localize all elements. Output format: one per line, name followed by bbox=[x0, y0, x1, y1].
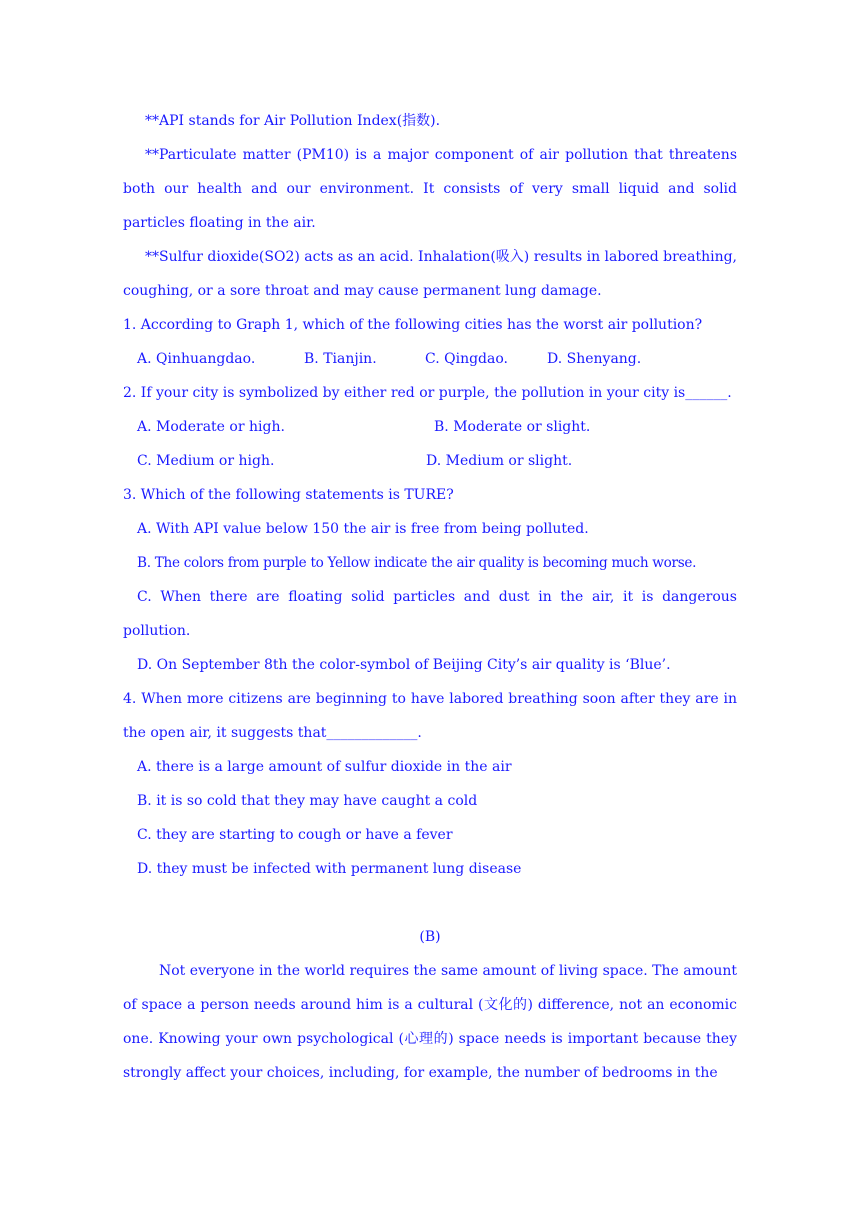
q1-option-c: C. Qingdao. bbox=[425, 351, 508, 367]
q4-option-c: C. they are starting to cough or have a fever bbox=[137, 827, 453, 843]
question-3-stem: 3. Which of the following statements is TURE? bbox=[123, 487, 454, 503]
q3-option-a: A. With API value below 150 the air is free from being polluted. bbox=[137, 521, 589, 537]
q1-option-b: B. Tianjin. bbox=[304, 351, 377, 367]
q3-option-d: D. On September 8th the color-symbol of Beijing City’s air quality is ‘Blue’. bbox=[137, 657, 671, 673]
q2-option-a: A. Moderate or high. bbox=[137, 419, 285, 435]
question-1-options bbox=[123, 342, 737, 376]
q4-option-d: D. they must be infected with permanent lung disease bbox=[137, 861, 522, 877]
q4-option-b: B. it is so cold that they may have caught a cold bbox=[137, 793, 478, 809]
q3-option-b: B. The colors from purple to Yellow indicate the air quality is becoming much worse. bbox=[137, 555, 697, 571]
q3-option-c: C. When there are floating solid particles and dust in the air, it is dangerous pollution. bbox=[123, 589, 737, 639]
q1-option-a: A. Qinhuangdao. bbox=[137, 351, 256, 367]
note-particulate-matter: **Particulate matter (PM10) is a major component of air pollution that threatens both our health and our environment. It consists of very small liquid and solid particles floating in the air. bbox=[123, 147, 737, 231]
section-b-paragraph: Not everyone in the world requires the same amount of living space. The amount of space a person needs around him is a cultural (文化的) difference, not an economic one. Knowing your own psychological (心理的) space needs is important because they strongly affect your choices, including, for example, the number of bedrooms in the bbox=[123, 963, 737, 1081]
question-2-options-ab bbox=[123, 410, 737, 444]
question-2-stem: 2. If your city is symbolized by either red or purple, the pollution in your city is______. bbox=[123, 385, 732, 401]
q1-option-d: D. Shenyang. bbox=[547, 351, 642, 367]
section-b-heading: (B) bbox=[419, 929, 441, 945]
q2-option-b: B. Moderate or slight. bbox=[434, 419, 591, 435]
question-2-options-cd bbox=[123, 444, 737, 478]
q4-option-a: A. there is a large amount of sulfur dioxide in the air bbox=[137, 759, 512, 775]
document-page bbox=[123, 104, 737, 1090]
section-spacer bbox=[123, 886, 737, 920]
note-sulfur-dioxide: **Sulfur dioxide(SO2) acts as an acid. Inhalation(吸入) results in labored breathing, coughing, or a sore throat and may cause permanent lung damage. bbox=[123, 249, 737, 299]
q2-option-d: D. Medium or slight. bbox=[426, 453, 573, 469]
question-1-stem: 1. According to Graph 1, which of the following cities has the worst air pollution? bbox=[123, 317, 703, 333]
question-4-stem: 4. When more citizens are beginning to have labored breathing soon after they are in the open air, it suggests that_____________. bbox=[123, 691, 737, 741]
note-api: **API stands for Air Pollution Index(指数). bbox=[145, 113, 441, 129]
q2-option-c: C. Medium or high. bbox=[137, 453, 275, 469]
